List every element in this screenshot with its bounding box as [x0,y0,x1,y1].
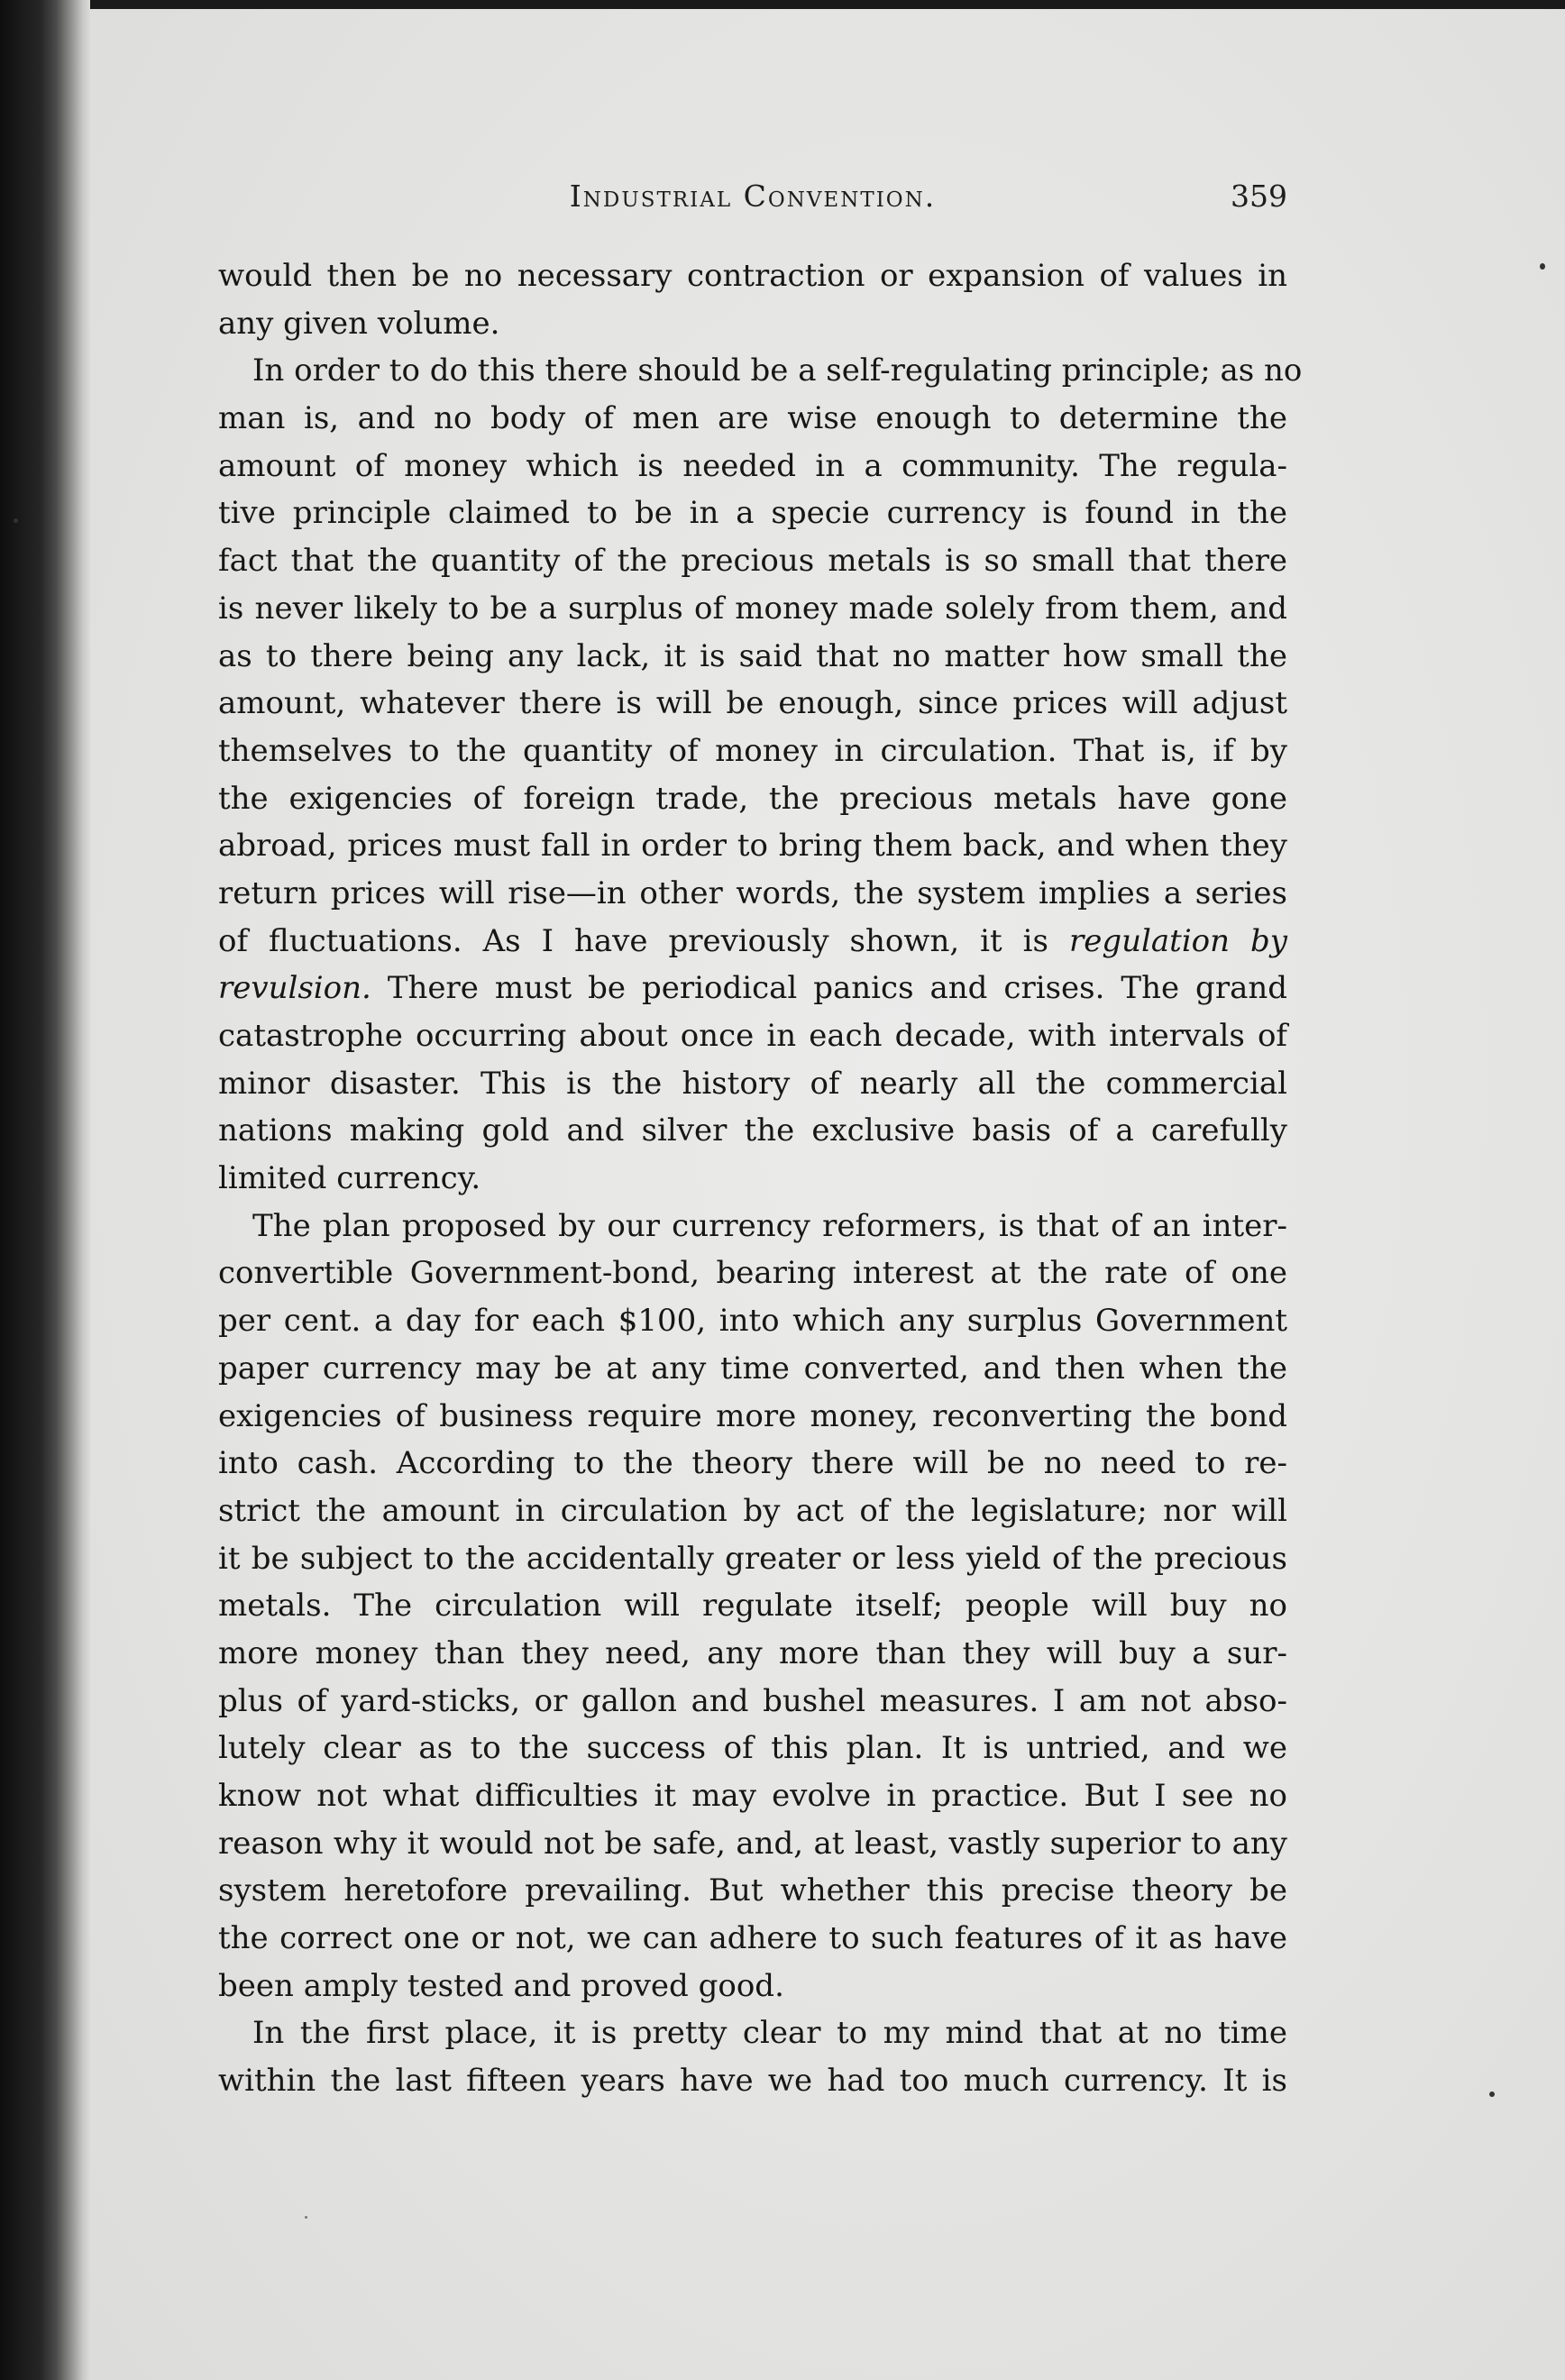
scan-speck [1489,2092,1495,2097]
text-line: lutely clear as to the success of this plan. It is untried, and we [218,1730,1287,1767]
text-line [218,918,1287,966]
text-line: catastrophe occurring about once in each decade, with intervals of [218,1018,1287,1054]
text-line: fact that the quantity of the precious metals is so small that there [218,543,1287,580]
text-line: man is, and no body of men are wise enough to determine the [218,400,1287,437]
text-line: nations making gold and silver the exclusive basis of a carefully [218,1112,1287,1149]
text-line: been amply tested and proved good. [218,1967,784,2004]
text-line: minor disaster. This is the history of nearly all the commercial [218,1065,1287,1102]
text-line: exigencies of business require more money, reconverting the bond [218,1397,1287,1434]
text-line: paper currency may be at any time converted, and then when the [218,1350,1287,1387]
text-fragment: of fluctuations. As I have previously shown, it is [218,922,1048,959]
text-line: In order to do this there should be a self-regulating principle; as no [252,352,1303,389]
text-line: plus of yard-sticks, or gallon and bushel measures. I am not abso- [218,1682,1287,1719]
text-line: abroad, prices must fall in order to bring them back, and when they [218,828,1287,865]
body-text [218,252,1303,2105]
text-line: is never likely to be a surplus of money made solely from them, and [218,590,1287,627]
text-line: metals. The circulation will regulate itself; people will buy no [218,1588,1287,1625]
text-line: limited currency. [218,1160,481,1197]
text-line: it be subject to the accidentally greater or less yield of the precious [218,1540,1287,1577]
text-line: reason why it would not be safe, and, at least, vastly superior to any [218,1825,1287,1862]
text-fragment: There must be periodical panics and crises. The grand [387,970,1288,1007]
text-line: tive principle claimed to be in a specie currency is found in the [218,495,1287,532]
text-line: themselves to the quantity of money in circulation. That is, if by [218,732,1287,769]
text-line: In the first place, it is pretty clear to my mind that at no time [252,2015,1287,2052]
text-line: the correct one or not, we can adhere to such features of it as have [218,1920,1287,1957]
text-line: would then be no necessary contraction or expansion of values in [218,258,1287,294]
text-line: system heretofore prevailing. But whether this precise theory be [218,1872,1287,1909]
text-line: know not what difficulties it may evolve in practice. But I see no [218,1778,1287,1814]
text-line: amount, whatever there is will be enough, since prices will adjust [218,685,1287,722]
scan-speck [14,518,18,523]
text-line: within the last fifteen years have we had too much currency. It is [218,2063,1287,2100]
italic-phrase: regulation by [1068,922,1287,959]
text-line: The plan proposed by our currency reformers, is that of an inter- [252,1207,1287,1244]
scan-binding-edge [0,0,90,2380]
text-line: return prices will rise—in other words, the system implies a series [218,874,1287,911]
scan-top-edge [0,0,1565,9]
text-line: any given volume. [218,305,500,342]
running-title: Industrial Convention. [569,178,937,214]
page-header [218,178,1287,229]
scan-speck [305,2216,307,2219]
text-line: convertible Government-bond, bearing interest at the rate of one [218,1255,1287,1292]
text-line: more money than they need, any more than they will buy a sur- [218,1634,1287,1671]
italic-phrase: revulsion. [218,970,371,1007]
scan-speck [1540,263,1545,270]
text-line: strict the amount in circulation by act of the legislature; nor will [218,1492,1287,1529]
text-line: as to there being any lack, it is said that no matter how small the [218,637,1287,674]
text-line: amount of money which is needed in a community. The regula- [218,447,1287,484]
text-line: per cent. a day for each $100, into which any surplus Government [218,1303,1287,1340]
text-line: the exigencies of foreign trade, the precious metals have gone [218,780,1287,817]
page-number: 359 [1231,178,1287,214]
text-line [218,965,1287,1012]
text-line: into cash. According to the theory there will be no need to re- [218,1445,1287,1482]
